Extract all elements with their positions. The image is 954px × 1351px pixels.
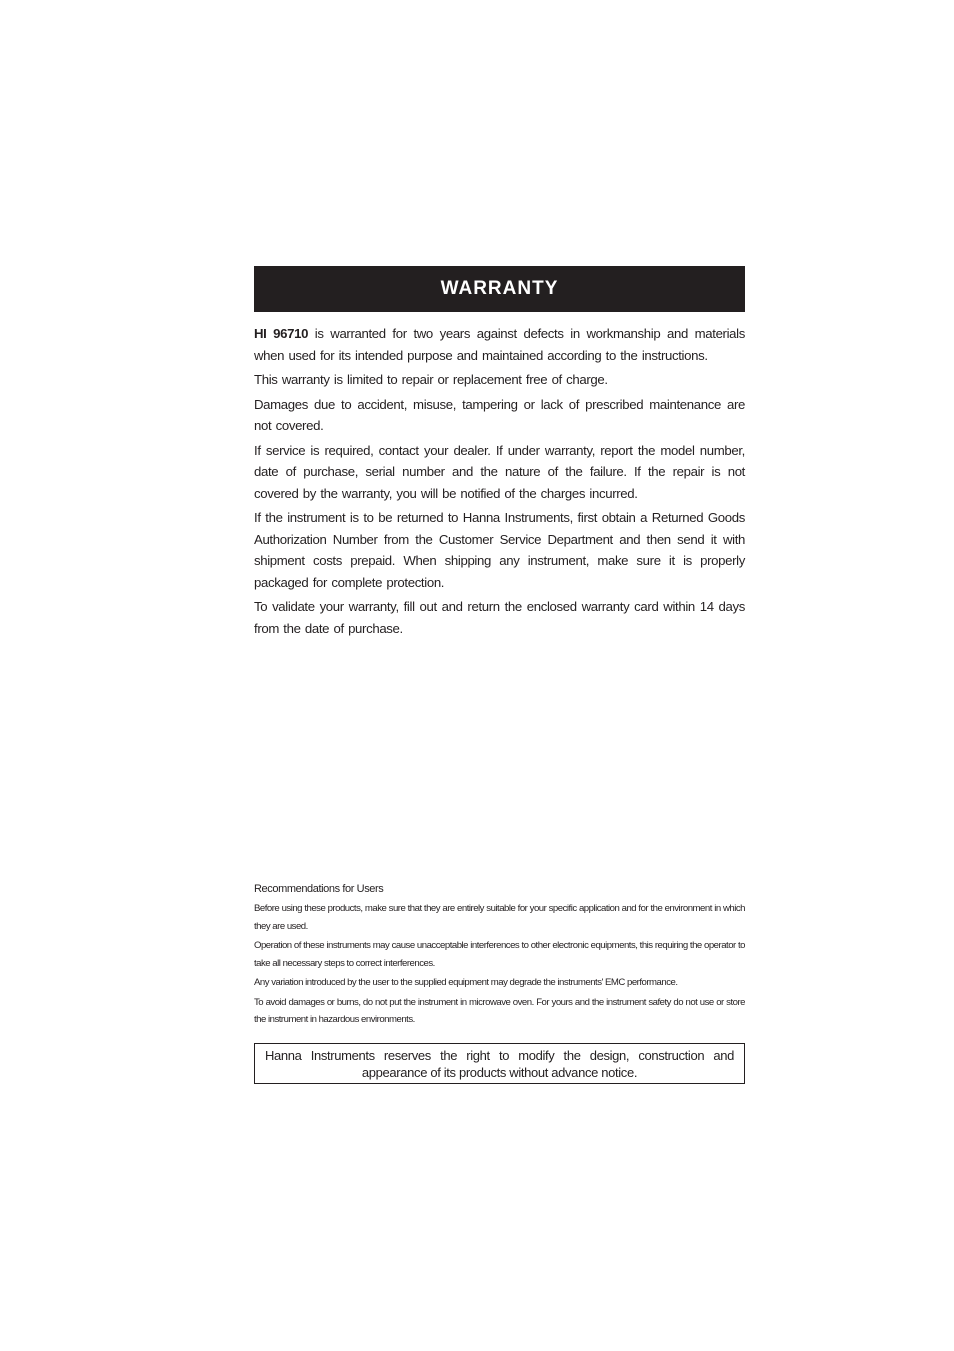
notice-box xyxy=(254,1043,745,1084)
recommendation-item: Operation of these instruments may cause unacceptable interferences to other electronic equipments, this requiring the operator to take all necessary steps to correct interferences. xyxy=(254,940,745,969)
warranty-limitation: This warranty is limited to repair or replacement free of charge. xyxy=(254,372,608,387)
warranty-returns: If the instrument is to be returned to Hanna Instruments, first obtain a Returned Goods Authorization Number from the Customer Service Department and then send it with shipment costs prepaid. When shipping any instrument, make sure it is properly packaged for complete protection. xyxy=(254,510,745,590)
warranty-validation: To validate your warranty, fill out and return the enclosed warranty card within 14 days from the date of purchase. xyxy=(254,599,745,636)
warranty-intro-text: is warranted for two years against defects in workmanship and materials when used for its intended purpose and maintained according to the instructions. xyxy=(254,326,745,363)
warranty-exclusions: Damages due to accident, misuse, tampering or lack of prescribed maintenance are not covered. xyxy=(254,396,745,433)
recommendation-item: Before using these products, make sure that they are entirely suitable for your specific application and for the environment in which they are used. xyxy=(254,903,745,932)
warranty-intro xyxy=(254,323,745,366)
model-number: HI 96710 xyxy=(254,326,309,341)
warranty-body xyxy=(254,323,745,642)
recommendations-title: Recommendations for Users xyxy=(254,883,384,895)
notice-text: Hanna Instruments reserves the right to modify the design, construction and appearance of its products without advance notice. xyxy=(265,1047,734,1080)
warranty-title: WARRANTY xyxy=(440,278,559,299)
warranty-header xyxy=(254,266,745,312)
recommendation-item: To avoid damages or burns, do not put the instrument in microwave oven. For yours and the instrument safety do not use or store the instrument in hazardous environments. xyxy=(254,996,745,1025)
recommendations-section xyxy=(254,881,745,1031)
recommendation-item: Any variation introduced by the user to the supplied equipment may degrade the instruments' EMC performance. xyxy=(254,977,678,988)
warranty-service: If service is required, contact your dealer. If under warranty, report the model number, date of purchase, serial number and the nature of the failure. If the repair is not covered by the warranty, you will be notified of the charges incurred. xyxy=(254,442,745,501)
